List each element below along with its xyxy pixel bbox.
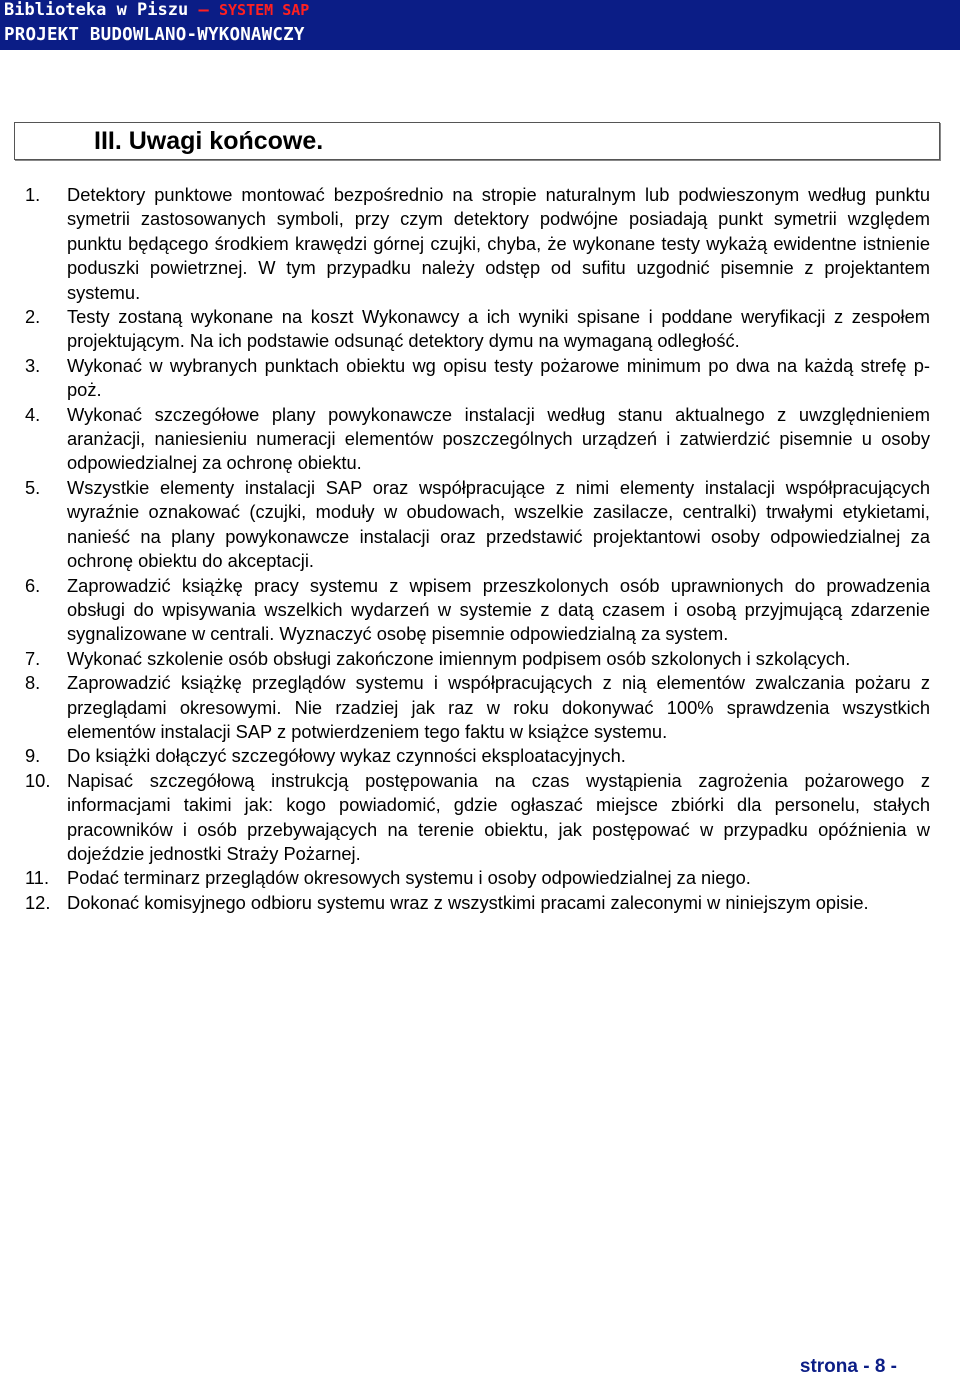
list-item-text: Do książki dołączyć szczegółowy wykaz czynności eksploatacyjnych.: [67, 745, 626, 767]
list-item-number: 12.: [25, 891, 51, 913]
list-item-text: Wykonać szczegółowe plany powykonawcze instalacji według stanu aktualnego z uwzględnieniem aranżacji, naniesieniu numeracji elementów poszczególnych urządzeń i zatwierdzić pisemnie u osoby odpowiedzialnej za ochronę obiektu.: [67, 403, 930, 474]
list-item: [25, 769, 930, 867]
list-item-text: Zaprowadzić książkę pracy systemu z wpisem przeszkolonych osób uprawnionych do prowadzenia obsługi do wpisywania wszelkich wydarzeń w systemie z datą czasem i osobą przyjmującą zdarzenie sygnalizowane w centrali. Wyznaczyć osobę pisemnie odpowiedzialną za system.: [67, 574, 930, 645]
list-item: [25, 866, 930, 890]
list-item-number: 1.: [25, 184, 41, 205]
list-item-text: Wykonać w wybranych punktach obiektu wg opisu testy pożarowe minimum po dwa na każdą strefę p-poż.: [67, 354, 930, 401]
list-item-text: Podać terminarz przeglądów okresowych systemu i osoby odpowiedzialnej za niego.: [67, 867, 751, 889]
header-library-label: Biblioteka w Piszu: [4, 0, 189, 20]
list-item-number: 2.: [25, 306, 41, 328]
section-heading-box: [14, 122, 940, 160]
header-separator: –: [198, 0, 209, 20]
list-item-number: 3.: [25, 354, 41, 376]
list-item: [25, 671, 930, 744]
list-item: [25, 891, 930, 915]
list-item-text: Detektory punktowe montować bezpośrednio na stropie naturalnym lub podwieszonym według punktu symetrii zastosowanych symboli, przy czym detektory podwójne posiadają punkt symetrii względem punktu będącego środkiem krawędzi górnej czujki, chyba, że wykonane testy wykażą ewidentne istnienie poduszki powietrznej. W tym przypadku należy odstęp od sufitu uzgodnić pisemnie z projektantem systemu.: [67, 184, 930, 303]
list-item-number: 5.: [25, 476, 41, 498]
page-number: strona - 8 -: [799, 1356, 897, 1377]
list-item-text: Zaprowadzić książkę przeglądów systemu i współpracujących z nią elementów zwalczania pożaru z przeglądami okresowymi. Nie rzadziej jak raz w roku dokonywać 100% sprawdzenia wszystkich elementów instalacji SAP z potwierdzeniem tego faktu w książce systemu.: [67, 672, 930, 742]
list-item-number: 10.: [25, 769, 51, 791]
list-item: [25, 403, 930, 476]
list-item-text: Dokonać komisyjnego odbioru systemu wraz z wszystkimi pracami zaleconymi w niniejszym opisie.: [67, 891, 869, 913]
list-item-number: 8.: [25, 672, 41, 694]
list-item-number: 11.: [25, 867, 50, 889]
list-item-number: 9.: [25, 745, 41, 767]
list-item: [25, 354, 930, 403]
list-item-text: Testy zostaną wykonane na koszt Wykonawcy a ich wyniki spisane i poddane weryfikacji z zespołem projektującym. Na ich podstawie odsunąć detektory dymu na wymaganą odległość.: [67, 306, 930, 352]
list-item: [25, 476, 930, 574]
list-item-number: 4.: [25, 403, 41, 425]
header-library-line: [4, 0, 309, 20]
list-item: [25, 647, 930, 671]
list-item: [25, 574, 930, 647]
list-item-text: Wszystkie elementy instalacji SAP oraz współpracujące z nimi elementy instalacji współpracujących wyraźnie oznakować (czujki, moduły w obudowach, wszelkie zasilacze, centralki) trwałymi etykietami, nanieść na plany powykonawcze instalacji oraz przedstawić projektantowi osoby odpowiedzialnej za ochronę obiektu do akceptacji.: [67, 476, 930, 572]
section-title: III. Uwagi końcowe.: [94, 127, 324, 155]
header-project-label: PROJEKT BUDOWLANO-WYKONAWCZY: [4, 25, 305, 45]
list-item: [25, 305, 930, 354]
list-item-number: 7.: [25, 647, 41, 669]
list-item: [25, 744, 930, 768]
document-header: [0, 0, 960, 50]
list-item-text: Napisać szczegółową instrukcją postępowania na czas wystąpienia zagrożenia pożarowego z informacjami takimi jak: kogo powiadomić, gdzie ogłaszać miejsce zbiórki dla personelu, stałych pracowników i osób przebywających na terenie obiektu, jak postępować w przypadku opóźnienia w dojeździe jednostki Straży Pożarnej.: [67, 769, 930, 864]
remarks-list: [25, 183, 930, 915]
header-system-label: SYSTEM SAP: [218, 1, 310, 19]
list-item: [25, 183, 930, 305]
list-item-text: Wykonać szkolenie osób obsługi zakończone imiennym podpisem osób szkolonych i szkolących.: [67, 647, 851, 669]
list-item-number: 6.: [25, 574, 41, 596]
